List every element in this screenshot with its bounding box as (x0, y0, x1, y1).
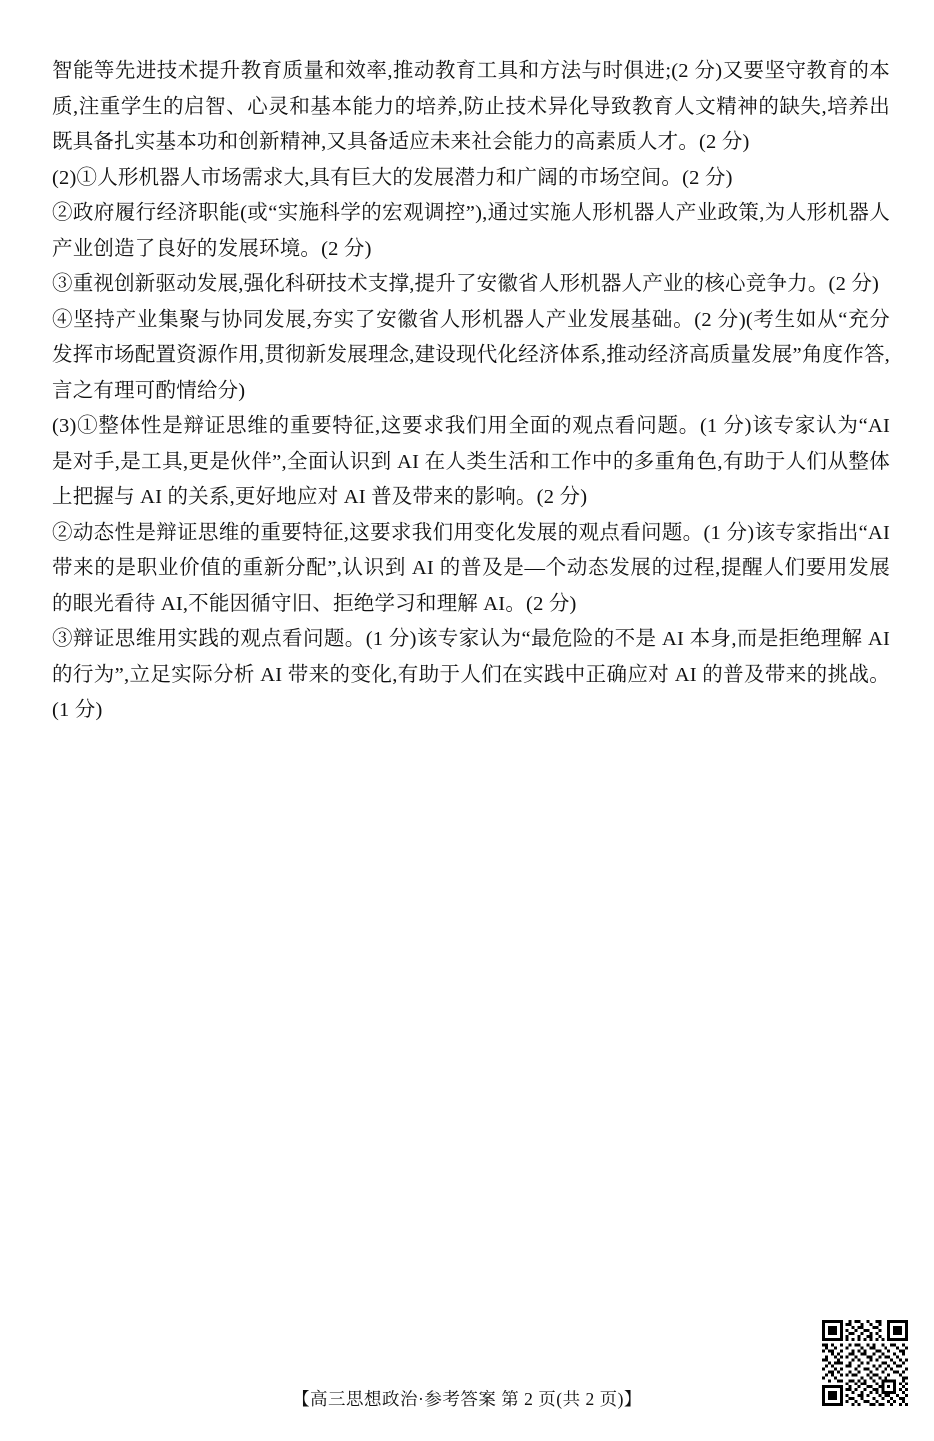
paragraph: ②动态性是辩证思维的重要特征,这要求我们用变化发展的观点看问题。(1 分)该专家指出“AI 带来的是职业价值的重新分配”,认识到 AI 的普及是—个动态发展的过程,提醒人们要用发展的眼光看待 AI,不能因循守旧、拒绝学习和理解 AI。(2 分) (52, 521, 890, 615)
paragraph: ③重视创新驱动发展,强化科研技术支撑,提升了安徽省人形机器人产业的核心竞争力。(2 分) (52, 273, 880, 295)
paragraph: ③辩证思维用实践的观点看问题。(1 分)该专家认为“最危险的不是 AI 本身,而是拒绝理解 AI 的行为”,立足实际分析 AI 带来的变化,有助于人们在实践中正确应对 AI 的普及带来的挑战。(1 分) (52, 628, 890, 721)
paragraph: (3)①整体性是辩证思维的重要特征,这要求我们用全面的观点看问题。(1 分)该专家认为“AI 是对手,是工具,更是伙伴”,全面认识到 AI 在人类生活和工作中的多重角色,有助于人们从整体上把握与 AI 的关系,更好地应对 AI 普及带来的影响。(2 分) (52, 415, 890, 508)
paragraph: ②政府履行经济职能(或“实施科学的宏观调控”),通过实施人形机器人产业政策,为人形机器人产业创造了良好的发展环境。(2 分) (52, 202, 890, 260)
page-footer: 【高三思想政治·参考答案 第 2 页(共 2 页)】 (292, 1389, 642, 1409)
answer-body (52, 54, 890, 729)
paragraph: ④坚持产业集聚与协同发展,夯实了安徽省人形机器人产业发展基础。(2 分)(考生如从“充分发挥市场配置资源作用,贯彻新发展理念,建设现代化经济体系,推动经济高质量发展”角度作答,言之有理可酌情给分) (52, 308, 890, 402)
paragraph: (2)①人形机器人市场需求大,具有巨大的发展潜力和广阔的市场空间。(2 分) (52, 166, 733, 189)
paragraph: 智能等先进技术提升教育质量和效率,推动教育工具和方法与时俱进;(2 分)又要坚守教育的本质,注重学生的启智、心灵和基本能力的培养,防止技术异化导致教育人文精神的缺失,培养出既具备扎实基本功和创新精神,又具备适应未来社会能力的高素质人才。(2 分) (52, 60, 890, 153)
